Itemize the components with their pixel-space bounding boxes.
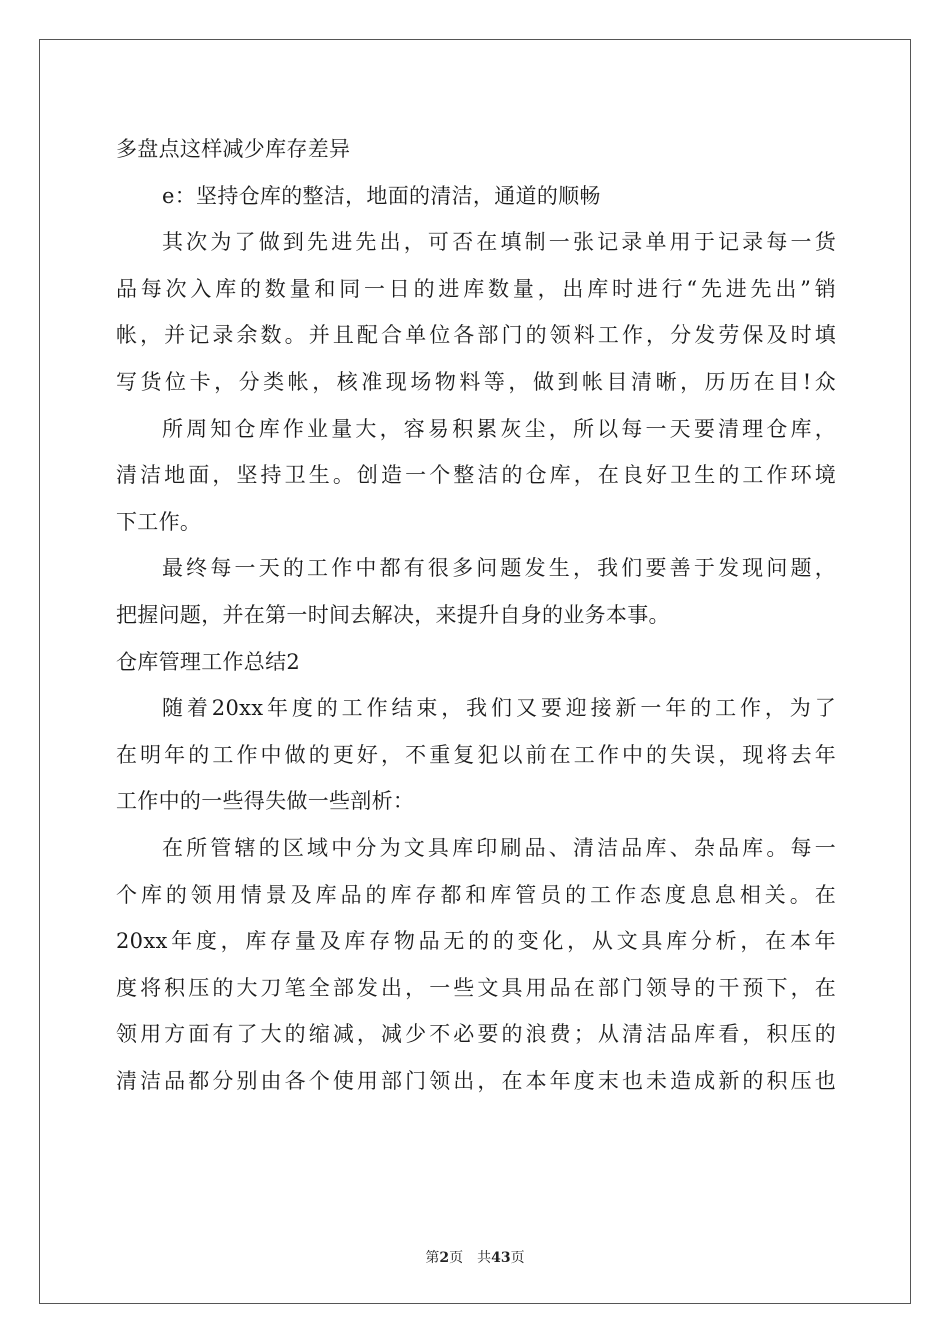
- text-line: 领用方面有了大的缩减，减少不必要的浪费；从清洁品库看，积压的: [116, 1022, 836, 1047]
- text-line: 在所管辖的区域中分为文具库印刷品、清洁品库、杂品库。每一: [162, 835, 836, 860]
- document-body: [116, 126, 836, 1104]
- page-suffix: 页: [449, 1250, 464, 1266]
- text-line: 写货位卡，分类帐，核准现场物料等，做到帐目清晰，历历在目!众: [116, 369, 836, 394]
- total-pages: 43: [491, 1250, 511, 1266]
- total-suffix: 页: [510, 1250, 525, 1266]
- text-line: 在明年的工作中做的更好，不重复犯以前在工作中的失误，现将去年: [116, 742, 836, 767]
- text-line: 下工作。: [116, 509, 202, 534]
- text-line: 清洁品都分别由各个使用部门领出，在本年度末也未造成新的积压也: [116, 1068, 836, 1093]
- text-line: 最终每一天的工作中都有很多问题发生，我们要善于发现问题，: [162, 556, 836, 581]
- text-line: 多盘点这样减少库存差异: [116, 137, 351, 161]
- page-prefix: 第: [425, 1250, 440, 1266]
- text-line: 工作中的一些得失做一些剖析：: [116, 789, 415, 814]
- text-line: 随着20xx年度的工作结束，我们又要迎接新一年的工作，为了: [162, 696, 836, 721]
- page-footer: [0, 1247, 950, 1267]
- page-number: 2: [439, 1250, 450, 1266]
- text-line: 品每次入库的数量和同一日的进库数量，出库时进行“先进先出”销: [116, 276, 836, 301]
- text-line: 把握问题，并在第一时间去解决，来提升自身的业务本事。: [116, 602, 670, 627]
- text-line: 帐，并记录余数。并且配合单位各部门的领料工作，分发劳保及时填: [116, 323, 836, 348]
- text-line: 20xx年度，库存量及库存物品无的的变化，从文具库分析，在本年: [116, 929, 836, 954]
- text-line: 仓库管理工作总结2: [116, 649, 301, 674]
- text-line: 度将积压的大刀笔全部发出，一些文具用品在部门领导的干预下，在: [116, 975, 836, 1000]
- total-prefix: 共: [477, 1250, 492, 1266]
- text-line: 个库的领用情景及库品的库存都和库管员的工作态度息息相关。在: [116, 882, 836, 907]
- text-line: 所周知仓库作业量大，容易积累灰尘，所以每一天要清理仓库，: [162, 416, 836, 441]
- text-line: e：坚持仓库的整洁，地面的清洁，通道的顺畅: [162, 183, 601, 208]
- text-line: 其次为了做到先进先出，可否在填制一张记录单用于记录每一货: [162, 230, 836, 255]
- text-line: 清洁地面，坚持卫生。创造一个整洁的仓库，在良好卫生的工作环境: [116, 463, 836, 488]
